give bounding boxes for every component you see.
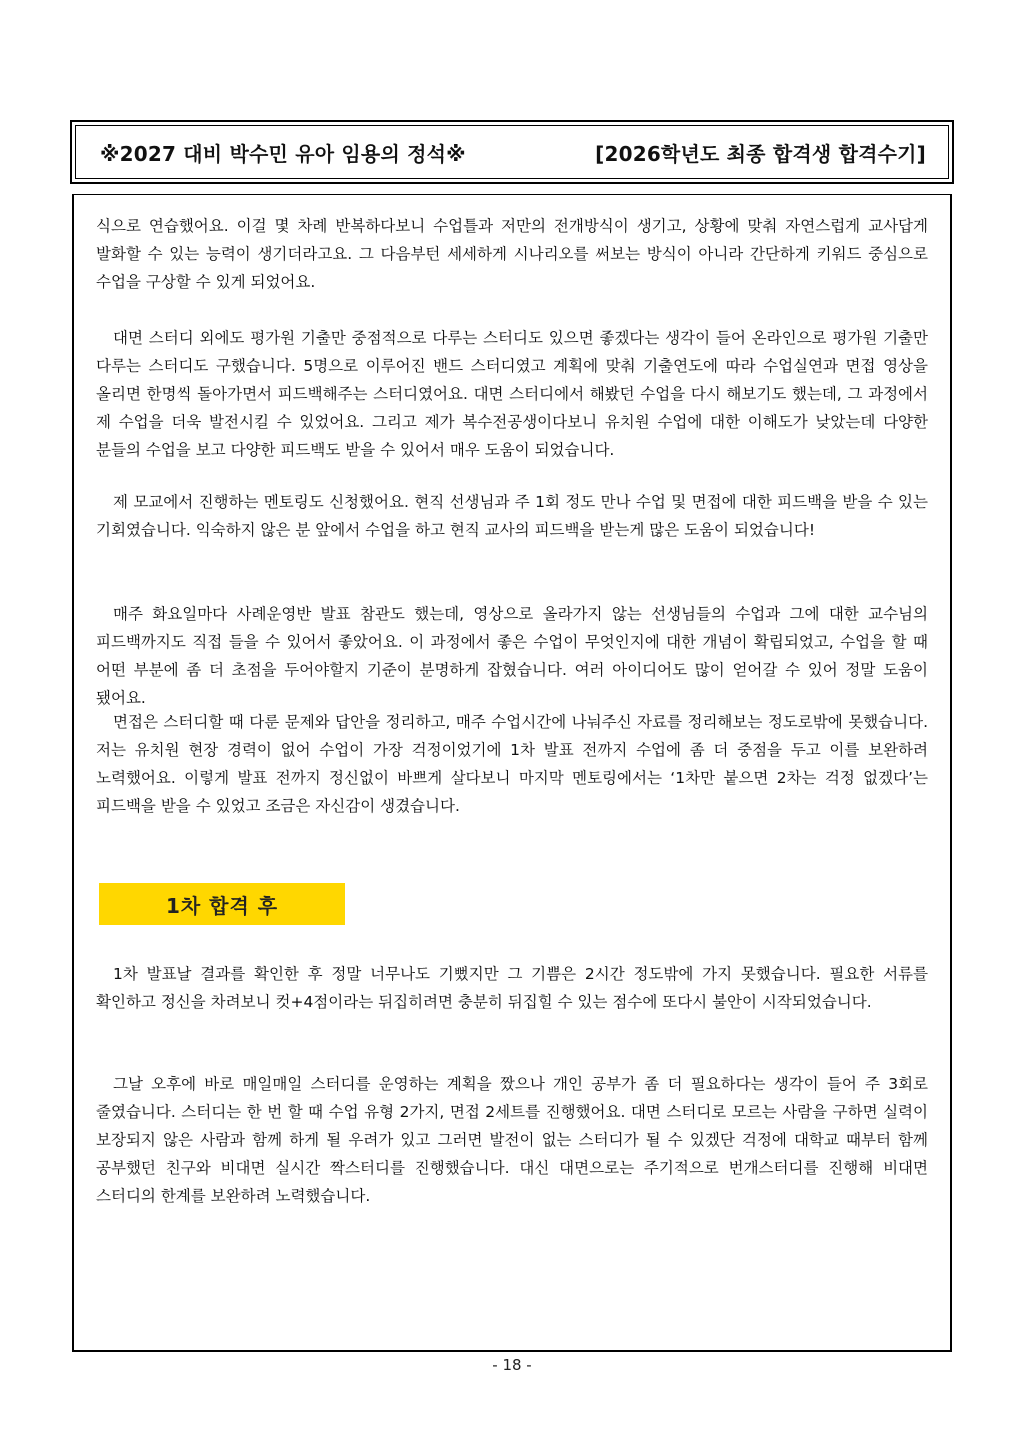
section-heading-badge (99, 883, 345, 925)
paragraph-study-plan: 그날 오후에 바로 매일매일 스터디를 운영하는 계획을 짰으나 개인 공부가 좀 더 필요하다는 생각이 들어 주 3회로 줄였습니다. 스터디는 한 번 할 때 수업 유형 2가지, 면접 2세트를 진행했어요. 대면 스터디로 모르는 사람을 구하면 실력이 보장되지 않은 사람과 함께 하게 될 우려가 있고 그러면 발전이 없는 스터디가 될 수 있겠단 걱정에 대학교 때부터 함께 공부했던 친구와 비대면 실시간 짝스터디를 진행했습니다. 대신 대면으로는 주기적으로 번개스터디를 진행해 비대면 스터디의 한계를 보완하려 노력했습니다. (96, 1075, 928, 1205)
page-number: - 18 - (492, 1356, 532, 1374)
document-header (70, 120, 954, 184)
header-title-left: ※2027 대비 박수민 유아 임용의 정석※ (100, 141, 466, 166)
paragraph-online-study: 대면 스터디 외에도 평가원 기출만 중점적으로 다루는 스터디도 있으면 좋겠다는 생각이 들어 온라인으로 평가원 기출만 다루는 스터디도 구했습니다. 5명으로 이루어진 밴드 스터디였고 계획에 맞춰 기출연도에 따라 수업실연과 면접 영상을 올리면 한명씩 돌아가면서 피드백해주는 스터디였어요. 대면 스터디에서 해봤던 수업을 다시 해보기도 했는데, 그 과정에서 제 수업을 더욱 발전시킬 수 있었어요. 그리고 제가 복수전공생이다보니 유치원 수업에 대한 이해도가 낮았는데 다양한 분들의 수업을 보고 다양한 피드백도 받을 수 있어서 매우 도움이 되었습니다. (96, 329, 929, 459)
paragraph-mentoring: 제 모교에서 진행하는 멘토링도 신청했어요. 현직 선생님과 주 1회 정도 만나 수업 및 면접에 대한 피드백을 받을 수 있는 기회였습니다. 익숙하지 않은 분 앞에서 수업을 하고 현직 교사의 피드백을 받는게 많은 도움이 되었습니다! (96, 493, 928, 539)
paragraph-practice-method: 식으로 연습했어요. 이걸 몇 차례 반복하다보니 수업틀과 저만의 전개방식이 생기고, 상황에 맞춰 자연스럽게 교사답게 발화할 수 있는 능력이 생기더라고요. 그 다음부턴 세세하게 시나리오를 써보는 방식이 아니라 간단하게 키워드 중심으로 수업을 구상할 수 있게 되었어요. (96, 217, 928, 291)
paragraph-case-class-observation: 매주 화요일마다 사례운영반 발표 참관도 했는데, 영상으로 올라가지 않는 선생님들의 수업과 그에 대한 교수님의 피드백까지도 직접 들을 수 있어서 좋았어요. 이 과정에서 좋은 수업이 무엇인지에 대한 개념이 확립되었고, 수업을 할 때 어떤 부분에 좀 더 초점을 두어야할지 기준이 분명하게 잡혔습니다. 여러 아이디어도 많이 얻어갈 수 있어 정말 도움이 됐어요. (96, 605, 928, 707)
section-heading-title: 1차 합격 후 (165, 893, 279, 918)
document-header-inner (75, 125, 949, 179)
paragraph-interview-prep: 면접은 스터디할 때 다룬 문제와 답안을 정리하고, 매주 수업시간에 나눠주신 자료를 정리해보는 정도로밖에 못했습니다. 저는 유치원 현장 경력이 없어 수업이 가장 걱정이었기에 1차 발표 전까지 수업에 좀 더 중점을 두고 이를 보완하려 노력했어요. 이렇게 발표 전까지 정신없이 바쁘게 살다보니 마지막 멘토링에서는 ‘1차만 붙으면 2차는 걱정 없겠다’는 피드백을 받을 수 있었고 조금은 자신감이 생겼습니다. (96, 713, 928, 815)
paragraph-first-result: 1차 발표날 결과를 확인한 후 정말 너무나도 기뻤지만 그 기쁨은 2시간 정도밖에 가지 못했습니다. 필요한 서류를 확인하고 정신을 차려보니 컷+4점이라는 뒤집히려면 충분히 뒤집힐 수 있는 점수에 또다시 불안이 시작되었습니다. (96, 965, 928, 1011)
header-title-right: [2026학년도 최종 합격생 합격수기] (595, 141, 926, 166)
